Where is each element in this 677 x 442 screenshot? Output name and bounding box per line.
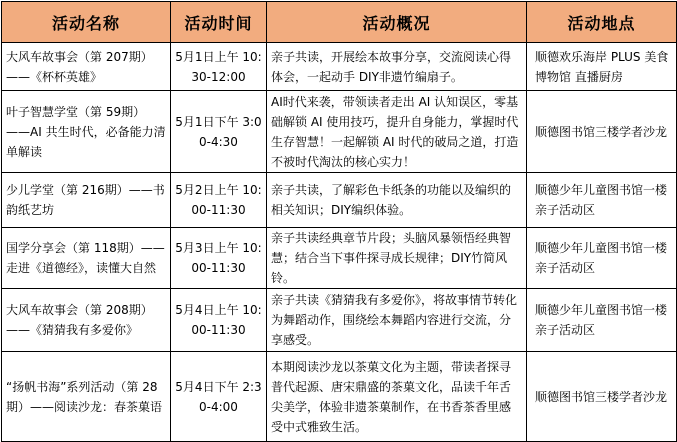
activity-overview-cell: 亲子共读，开展绘本故事分享，交流阅读心得体会，一起动手 DIY非遗竹编扇子。: [267, 43, 527, 91]
activity-time-cell: 5月4日下午 2:30-4:00: [171, 352, 267, 442]
activity-venue-cell: 顺德图书馆三楼学者沙龙: [527, 91, 677, 173]
activity-time-cell: 5月4日上午 10:00-11:30: [171, 289, 267, 352]
activity-venue-cell: 顺德图书馆三楼学者沙龙: [527, 352, 677, 442]
activity-overview-cell: 亲子共读经典章节片段；头脑风暴领悟经典智慧；结合当下事件探寻成长规律；DIY竹简风铃。: [267, 228, 527, 289]
table-row: [2, 173, 677, 228]
header-activity-venue: 活动地点: [527, 2, 677, 43]
activity-name-cell: 国学分享会（第 118期）——走进《道德经》，读懂大自然: [2, 228, 171, 289]
activity-schedule-table: [1, 1, 677, 442]
table-row: [2, 91, 677, 173]
activity-time-cell: 5月2日上午 10:00-11:30: [171, 173, 267, 228]
table-row: [2, 228, 677, 289]
activity-overview-cell: 亲子共读，了解彩色卡纸条的功能以及编织的相关知识；DIY编织体验。: [267, 173, 527, 228]
activity-venue-cell: 顺德少年儿童图书馆一楼亲子活动区: [527, 289, 677, 352]
activity-name-cell: 叶子智慧学堂（第 59期）——AI 共生时代，必备能力清单解读: [2, 91, 171, 173]
activity-time-cell: 5月3日上午 10:00-11:30: [171, 228, 267, 289]
activity-name-cell: “扬帆书海”系列活动（第 28期）——阅读沙龙：春茶菓语: [2, 352, 171, 442]
table-row: [2, 43, 677, 91]
activity-name-cell: 大风车故事会（第 208期）——《猜猜我有多爱你》: [2, 289, 171, 352]
activity-overview-cell: AI时代来袭，带领读者走出 AI 认知误区，零基础解锁 AI 使用技巧，提升自身能力，掌握时代生存智慧！一起解锁 AI 时代的破局之道，打造不被时代淘汰的核心实力！: [267, 91, 527, 173]
activity-name-cell: 少儿学堂（第 216期）——书韵纸艺坊: [2, 173, 171, 228]
table-row: [2, 352, 677, 442]
header-activity-name: 活动名称: [2, 2, 171, 43]
activity-venue-cell: 顺德少年儿童图书馆一楼亲子活动区: [527, 228, 677, 289]
header-row: [2, 2, 677, 43]
table-row: [2, 289, 677, 352]
activity-venue-cell: 顺德欢乐海岸 PLUS 美食博物馆 直播厨房: [527, 43, 677, 91]
activity-overview-cell: 亲子共读《猜猜我有多爱你》，将故事情节转化为舞蹈动作，围绕绘本舞蹈内容进行交流，分享感受。: [267, 289, 527, 352]
header-activity-time: 活动时间: [171, 2, 267, 43]
activity-time-cell: 5月1日下午 3:00-4:30: [171, 91, 267, 173]
activity-venue-cell: 顺德少年儿童图书馆一楼亲子活动区: [527, 173, 677, 228]
activity-overview-cell: 本期阅读沙龙以茶菓文化为主题，带读者探寻普代起源、唐宋鼎盛的茶菓文化，品读千年舌尖美学，体验非遗茶菓制作，在书香茶香里感受中式雅致生活。: [267, 352, 527, 442]
activity-time-cell: 5月1日上午 10:30-12:00: [171, 43, 267, 91]
activity-name-cell: 大风车故事会（第 207期）——《杯杯英雄》: [2, 43, 171, 91]
header-activity-overview: 活动概况: [267, 2, 527, 43]
